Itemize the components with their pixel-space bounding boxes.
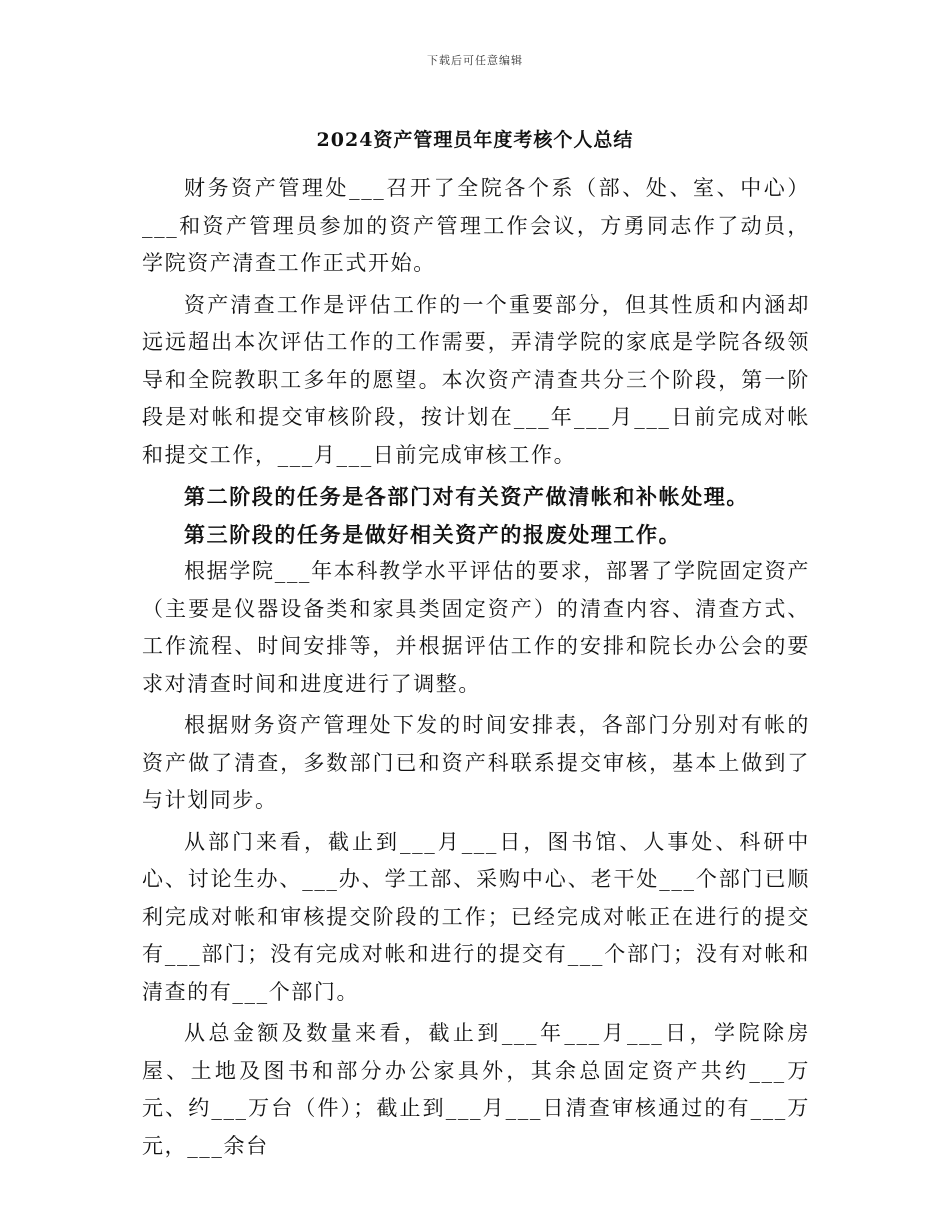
paragraph-6: 根据财务资产管理处下发的时间安排表，各部门分别对有帐的资产做了清查，多数部门已和资产科联系提交审核，基本上做到了与计划同步。	[142, 713, 810, 812]
paragraph-2: 资产清查工作是评估工作的一个重要部分，但其性质和内涵却远远超出本次评估工作的工作需要，弄清学院的家底是学院各级领导和全院教职工多年的愿望。本次资产清查共分三个阶段，第一阶段是对帐和提交审核阶段，按计划在___年___月___日前完成对帐和提交工作，___月___日前完成审核工作。	[142, 292, 810, 467]
document-title: 2024资产管理员年度考核个人总结	[316, 129, 634, 151]
paragraph-7: 从部门来看，截止到___月___日，图书馆、人事处、科研中心、讨论生办、___办、学工部、采购中心、老干处___个部门已顺利完成对帐和审核提交阶段的工作；已经完成对帐正在进行的提交有___部门；没有完成对帐和进行的提交有___个部门；没有对帐和清查的有___个部门。	[142, 829, 810, 1004]
document-body	[142, 170, 810, 1165]
paragraph-8: 从总金额及数量来看，截止到___年___月___日，学院除房屋、土地及图书和部分办公家具外，其余总固定资产共约___万元、约___万台（件）；截止到___月___日清查审核通过的有___万元，___余台	[142, 1021, 810, 1158]
header-note: 下载后可任意编辑	[427, 54, 523, 67]
paragraph-4: 第三阶段的任务是做好相关资产的报废处理工作。	[184, 521, 682, 547]
paragraph-3: 第二阶段的任务是各部门对有关资产做清帐和补帐处理。	[184, 484, 749, 509]
paragraph-5: 根据学院___年本科教学水平评估的要求，部署了学院固定资产（主要是仪器设备类和家具类固定资产）的清查内容、清查方式、工作流程、时间安排等，并根据评估工作的安排和院长办公会的要求对清查时间和进度进行了调整。	[142, 559, 810, 696]
paragraph-1: 财务资产管理处___召开了全院各个系（部、处、室、中心）___和资产管理员参加的资产管理工作会议，方勇同志作了动员，学院资产清查工作正式开始。	[142, 176, 810, 275]
